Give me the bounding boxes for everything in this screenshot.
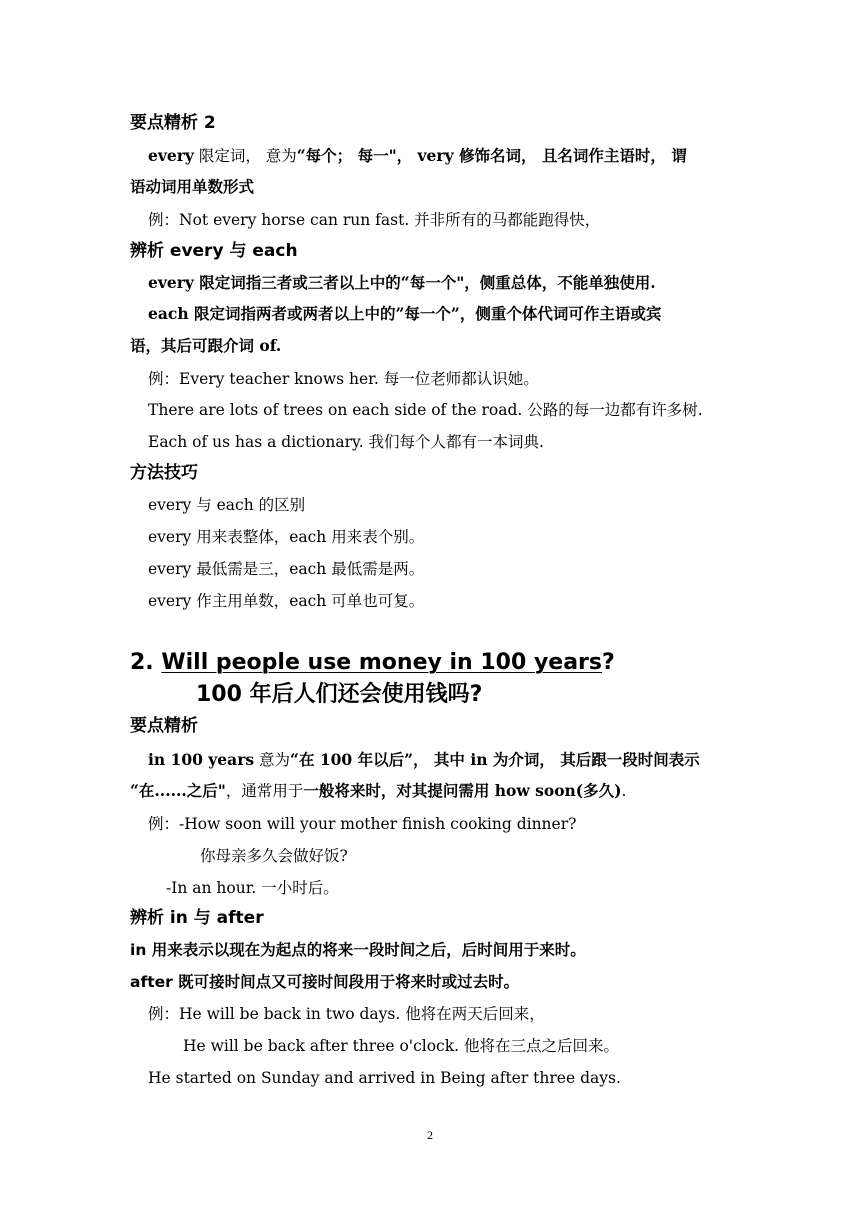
section-heading: 要点精析 — [130, 716, 198, 736]
in-definition-line2 — [130, 780, 626, 802]
method-item: every 用来表整体，each 用来表个别。 — [148, 528, 425, 546]
term-every: every — [148, 146, 194, 165]
section-title-question-mark: ? — [602, 650, 615, 675]
in-definition-line1 — [148, 749, 700, 771]
section-number: 2. — [130, 650, 154, 675]
term-in: in — [130, 941, 147, 959]
example-line: 例：Every teacher knows her. 每一位老师都认识她。 — [148, 370, 539, 388]
method-item: every 与 each 的区别 — [148, 496, 306, 514]
example-text: Not every horse can run fast. 并非所有的马都能跑得快， — [179, 211, 601, 229]
section-heading: 要点精析 2 — [130, 113, 216, 133]
term-in-100-years: in 100 years — [148, 750, 255, 769]
section-title-english: Will people use money in 100 years — [161, 650, 602, 675]
every-definition-line1 — [148, 145, 687, 167]
definition-meaning: “在 100 年以后”， 其中 in 为介词， 其后跟一段时间表示 — [290, 750, 700, 769]
example-line: There are lots of trees on each side of the road. 公路的每一边都有许多树. — [148, 401, 703, 419]
after-point: after 既可接时间点又可接时间段用于将来时或过去时。 — [130, 973, 520, 991]
in-point — [130, 939, 586, 961]
section-title — [130, 648, 615, 678]
method-item: every 作主用单数，each 可单也可复。 — [148, 592, 425, 610]
example-answer: -In an hour. 一小时后。 — [166, 879, 339, 897]
method-item: every 最低需是三，each 最低需是两。 — [148, 560, 425, 578]
definition-text: ，通常用于 — [225, 782, 304, 800]
example-label: 例： — [148, 211, 180, 229]
definition-text: 意为 — [254, 751, 291, 769]
in-point-text: 用来表示以现在为起点的将来一段时间之后，后时间用于来时。 — [146, 940, 586, 959]
section-title-chinese: 100 年后人们还会使用钱吗? — [196, 682, 483, 707]
definition-text: 限定词， 意为 — [193, 147, 297, 165]
example-line: He started on Sunday and arrived in Being after three days. — [148, 1069, 621, 1087]
definition-meaning: “在......之后" — [130, 781, 226, 800]
page-number: 2 — [427, 1128, 433, 1142]
example-line: 例：He will be back in two days. 他将在两天后回来， — [148, 1005, 545, 1023]
every-definition-line2: 语动词用单数形式 — [130, 177, 255, 196]
method-heading: 方法技巧 — [130, 463, 198, 483]
each-point-line2: 语，其后可跟介词 of. — [130, 336, 282, 355]
example-line: Each of us has a dictionary. 我们每个人都有一本词典. — [148, 433, 544, 451]
example-line: He will be back after three o'clock. 他将在三点之后回来。 — [183, 1037, 619, 1055]
analysis-heading: 辨析 in 与 after — [130, 908, 264, 928]
example-question: 例：-How soon will your mother finish cooking dinner? — [148, 815, 577, 833]
definition-meaning: “每个； 每一"， very 修饰名词， 且名词作主语时， 谓 — [296, 146, 687, 165]
definition-end: . — [621, 782, 627, 800]
definition-usage: 一般将来时，对其提问需用 how soon(多久) — [303, 781, 622, 800]
each-point-line1: each 限定词指两者或两者以上中的”每一个”，侧重个体代词可作主语或宾 — [148, 304, 662, 323]
example-question-translation: 你母亲多久会做好饭? — [200, 847, 348, 865]
analysis-heading: 辨析 every 与 each — [130, 241, 298, 261]
example-line — [148, 209, 600, 231]
every-point: every 限定词指三者或三者以上中的“每一个"，侧重总体，不能单独使用. — [148, 273, 656, 292]
